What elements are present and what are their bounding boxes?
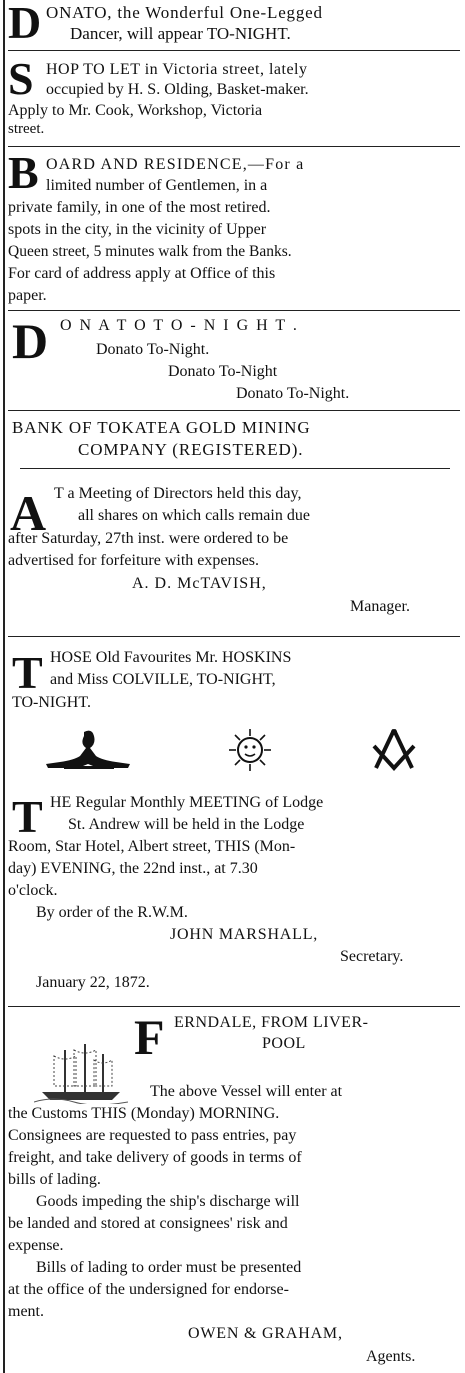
ad-line: HE Regular Monthly MEETING of Lodge <box>50 794 324 811</box>
ad-line: ment. <box>8 1303 44 1320</box>
divider-rule <box>8 50 460 51</box>
oil-lamp-icon <box>44 728 134 772</box>
ad-title: BANK OF TOKATEA GOLD MINING <box>12 418 311 437</box>
signer-name: A. D. McTAVISH, <box>132 575 267 592</box>
drop-cap: T <box>12 647 43 698</box>
divider-rule <box>8 310 460 311</box>
ad-line: and Miss COLVILLE, TO-NIGHT, <box>50 671 276 688</box>
ad-line: Room, Star Hotel, Albert street, THIS (Mon- <box>8 838 296 855</box>
signer-name: JOHN MARSHALL, <box>170 926 319 943</box>
column-border <box>3 0 5 1373</box>
ad-line: private family, in one of the most retired. <box>8 199 271 216</box>
ad-line: freight, and take delivery of goods in terms of <box>8 1149 302 1166</box>
divider-rule <box>8 636 460 637</box>
ad-line: Queen street, 5 minutes walk from the Banks. <box>8 243 292 260</box>
sun-face-icon <box>228 728 272 772</box>
ad-line: after Saturday, 27th inst. were ordered to be <box>8 530 289 547</box>
drop-cap: A <box>10 485 47 541</box>
ad-line: Consignees are requested to pass entries, pay <box>8 1127 297 1144</box>
ad-line: For card of address apply at Office of this <box>8 265 276 282</box>
sailing-ship-icon <box>34 1036 128 1104</box>
drop-cap: B <box>8 147 39 198</box>
ad-line: ONATO, the Wonderful One-Legged <box>46 3 323 22</box>
ad-date: January 22, 1872. <box>36 974 150 991</box>
ad-line: limited number of Gentlemen, in a <box>46 177 268 194</box>
ad-title: ERNDALE, FROM LIVER- <box>174 1014 369 1031</box>
ad-line: all shares on which calls remain due <box>78 507 310 524</box>
signer-role: Manager. <box>350 598 410 615</box>
divider-rule <box>20 468 450 469</box>
ad-line: OARD AND RESIDENCE,—For a <box>46 156 305 173</box>
ad-line: paper. <box>8 287 47 304</box>
ad-line: O N A T O T O - N I G H T . <box>60 317 299 334</box>
divider-rule <box>8 146 460 147</box>
ad-line: the Customs THIS (Monday) MORNING. <box>8 1105 280 1122</box>
ad-line: at the office of the undersigned for endorse- <box>8 1281 289 1298</box>
divider-rule <box>8 1006 460 1007</box>
ad-line: o'clock. <box>8 882 58 899</box>
ad-line: bills of lading. <box>8 1171 101 1188</box>
ad-line: Donato To-Night. <box>96 341 210 358</box>
ad-line: T a Meeting of Directors held this day, <box>54 485 302 502</box>
signer-name: OWEN & GRAHAM, <box>188 1325 343 1342</box>
ad-line: Bills of lading to order must be presented <box>36 1259 302 1276</box>
signer-role: Secretary. <box>340 948 404 965</box>
ad-line: HOSE Old Favourites Mr. HOSKINS <box>50 649 292 666</box>
ad-title: POOL <box>262 1035 306 1052</box>
ad-line: St. Andrew will be held in the Lodge <box>68 816 305 833</box>
ad-line: HOP TO LET in Victoria street, lately <box>46 61 308 78</box>
square-and-compass-icon <box>370 728 418 772</box>
ad-line: be landed and stored at consignees' risk and <box>8 1215 288 1232</box>
signer-role: Agents. <box>366 1348 416 1365</box>
ad-line: occupied by H. S. Olding, Basket-maker. <box>46 81 309 98</box>
ad-line: spots in the city, in the vicinity of Upper <box>8 221 267 238</box>
drop-cap: F <box>134 1009 165 1065</box>
ad-line: Donato To-Night <box>168 363 278 380</box>
drop-cap: S <box>8 53 34 104</box>
ad-line: expense. <box>8 1237 64 1254</box>
drop-cap: D <box>8 0 42 48</box>
ad-line: Dancer, will appear TO-NIGHT. <box>70 24 291 43</box>
ad-line: advertised for forfeiture with expenses. <box>8 552 260 569</box>
ad-line: Apply to Mr. Cook, Workshop, Victoria <box>8 102 263 119</box>
drop-cap: T <box>12 791 43 842</box>
divider-rule <box>8 410 460 411</box>
ad-line: The above Vessel will enter at <box>150 1083 343 1100</box>
ad-line: day) EVENING, the 22nd inst., at 7.30 <box>8 860 258 877</box>
ad-line: Goods impeding the ship's discharge will <box>36 1193 300 1210</box>
ad-title: COMPANY (REGISTERED). <box>78 440 304 459</box>
ad-line: Donato To-Night. <box>236 385 350 402</box>
ad-line: TO-NIGHT. <box>12 694 91 711</box>
drop-cap: D <box>12 313 49 369</box>
ad-line: By order of the R.W.M. <box>36 904 188 921</box>
ad-line: street. <box>8 121 45 137</box>
